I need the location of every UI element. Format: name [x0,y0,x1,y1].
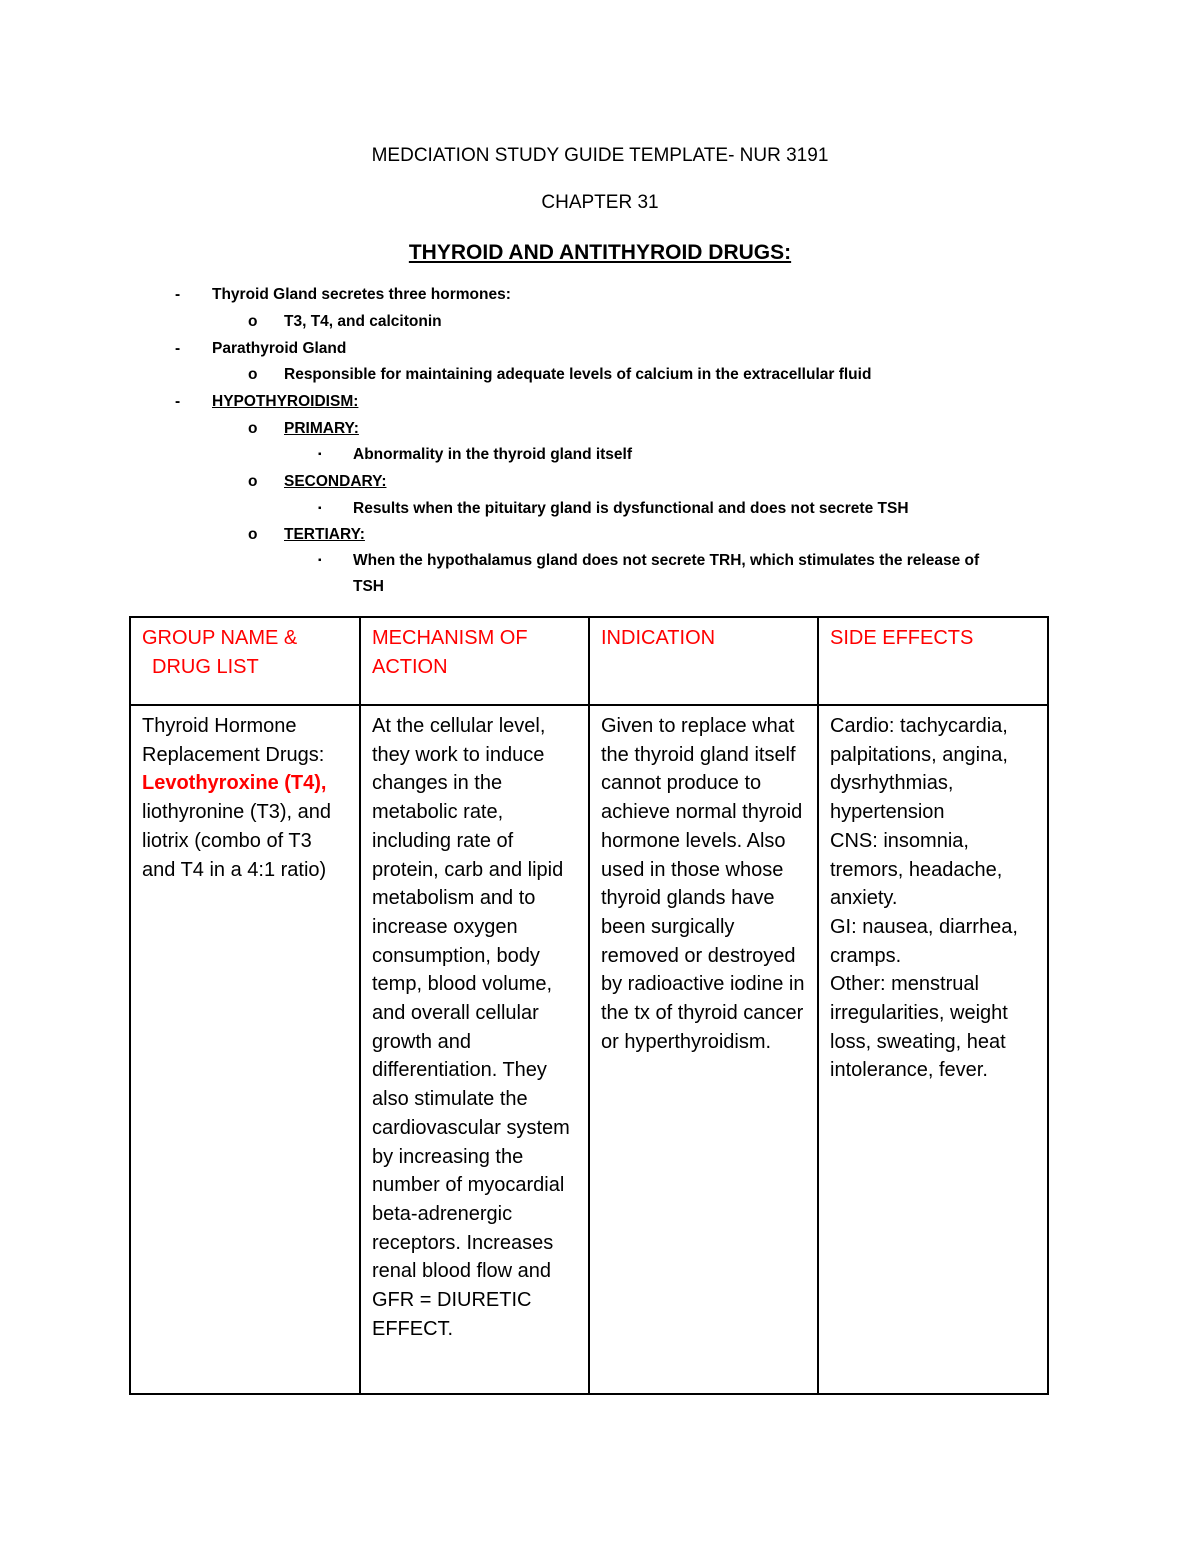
section-title: THYROID AND ANTITHYROID DRUGS: [408,241,792,264]
square-bullet: ▪ [318,555,322,566]
cell-group-drug-list [130,705,360,1394]
outline-detail-secondary [0,500,1200,526]
square-bullet: ▪ [318,449,322,460]
group-name: Thyroid Hormone Replacement Drugs: [142,715,325,766]
circle-bullet: o [248,420,258,437]
document-title: MEDCIATION STUDY GUIDE TEMPLATE- NUR 3191 [371,145,829,166]
header-text: DRUG LIST [152,655,259,678]
outline-detail-tertiary-continued [0,578,1200,604]
outline-text: Results when the pituitary gland is dysfunctional and does not secrete TSH [353,500,909,517]
outline-subitem-primary [0,420,1200,446]
header-text: GROUP NAME & [142,627,298,649]
side-effects-cardio: Cardio: tachycardia, palpitations, angina, dysrhythmias, hypertension [830,715,1008,824]
drug-table [129,616,1049,1395]
outline-text: TSH [353,578,384,595]
dash-bullet: - [175,286,181,303]
cell-mechanism: At the cellular level, they work to induce changes in the metabolic rate, including rate of protein, carb and lipid metabolism and to increase oxygen consumption, body temp, blood volume, and overall cellular growth and differentiation. They also stimulate the cardiovascular system by increasing the number of myocardial beta-adrenergic receptors. Increases renal blood flow and GFR = DIURETIC EFFECT. [360,705,589,1394]
header-mechanism [360,617,589,705]
table-row [130,705,1048,1394]
side-effects-other: Other: menstrual irregularities, weight loss, sweating, heat intolerance, fever. [830,973,1008,1082]
outline-item-parathyroid [0,340,1200,366]
chapter-heading: CHAPTER 31 [541,192,659,213]
outline-text: TERTIARY: [284,526,365,543]
outline-subitem-parathyroid-role [0,366,1200,392]
outline-subitem-secondary [0,473,1200,499]
square-bullet: ▪ [318,503,322,514]
outline-text: Responsible for maintaining adequate levels of calcium in the extracellular fluid [284,366,872,383]
dash-bullet: - [175,340,181,357]
circle-bullet: o [248,313,258,330]
circle-bullet: o [248,366,258,383]
outline-item-thyroid-gland [0,286,1200,312]
outline-text: SECONDARY: [284,473,387,490]
header-indication: INDICATION [589,617,818,705]
outline-text: PRIMARY: [284,420,359,437]
cell-indication: Given to replace what the thyroid gland itself cannot produce to achieve normal thyroid hormone levels. Also used in those whose thyroid glands have been surgically removed or destroyed by radioactive iodine in the tx of thyroid cancer or hyperthyroidism. [589,705,818,1394]
header-side-effects: SIDE EFFECTS [818,617,1048,705]
outline-subitem-hormones [0,313,1200,339]
circle-bullet: o [248,526,258,543]
side-effects-gi: GI: nausea, diarrhea, cramps. [830,915,1018,967]
outline-text: HYPOTHYROIDISM: [212,393,359,410]
outline-text: T3, T4, and calcitonin [284,313,442,330]
dash-bullet: - [175,393,181,410]
outline-detail-tertiary [0,552,1200,578]
side-effects-cns: CNS: insomnia, tremors, headache, anxiety. [830,829,1003,910]
outline-text: Thyroid Gland secretes three hormones: [212,286,511,303]
table-header-row [130,617,1048,705]
outline-text: Abnormality in the thyroid gland itself [353,446,633,463]
outline-item-hypothyroidism [0,393,1200,419]
circle-bullet: o [248,473,258,490]
outline-subitem-tertiary [0,526,1200,552]
outline-text: Parathyroid Gland [212,340,347,357]
header-text: ACTION [372,655,448,678]
outline-text: When the hypothalamus gland does not secrete TRH, which stimulates the release of [353,552,980,569]
cell-side-effects [818,705,1048,1394]
header-text: MECHANISM OF [372,627,528,649]
outline-detail-primary [0,446,1200,472]
header-group-name [130,617,360,705]
highlighted-drug: Levothyroxine (T4), [142,772,327,795]
drug-list: liothyronine (T3), and liotrix (combo of T3 and T4 in a 4:1 ratio) [142,801,331,881]
